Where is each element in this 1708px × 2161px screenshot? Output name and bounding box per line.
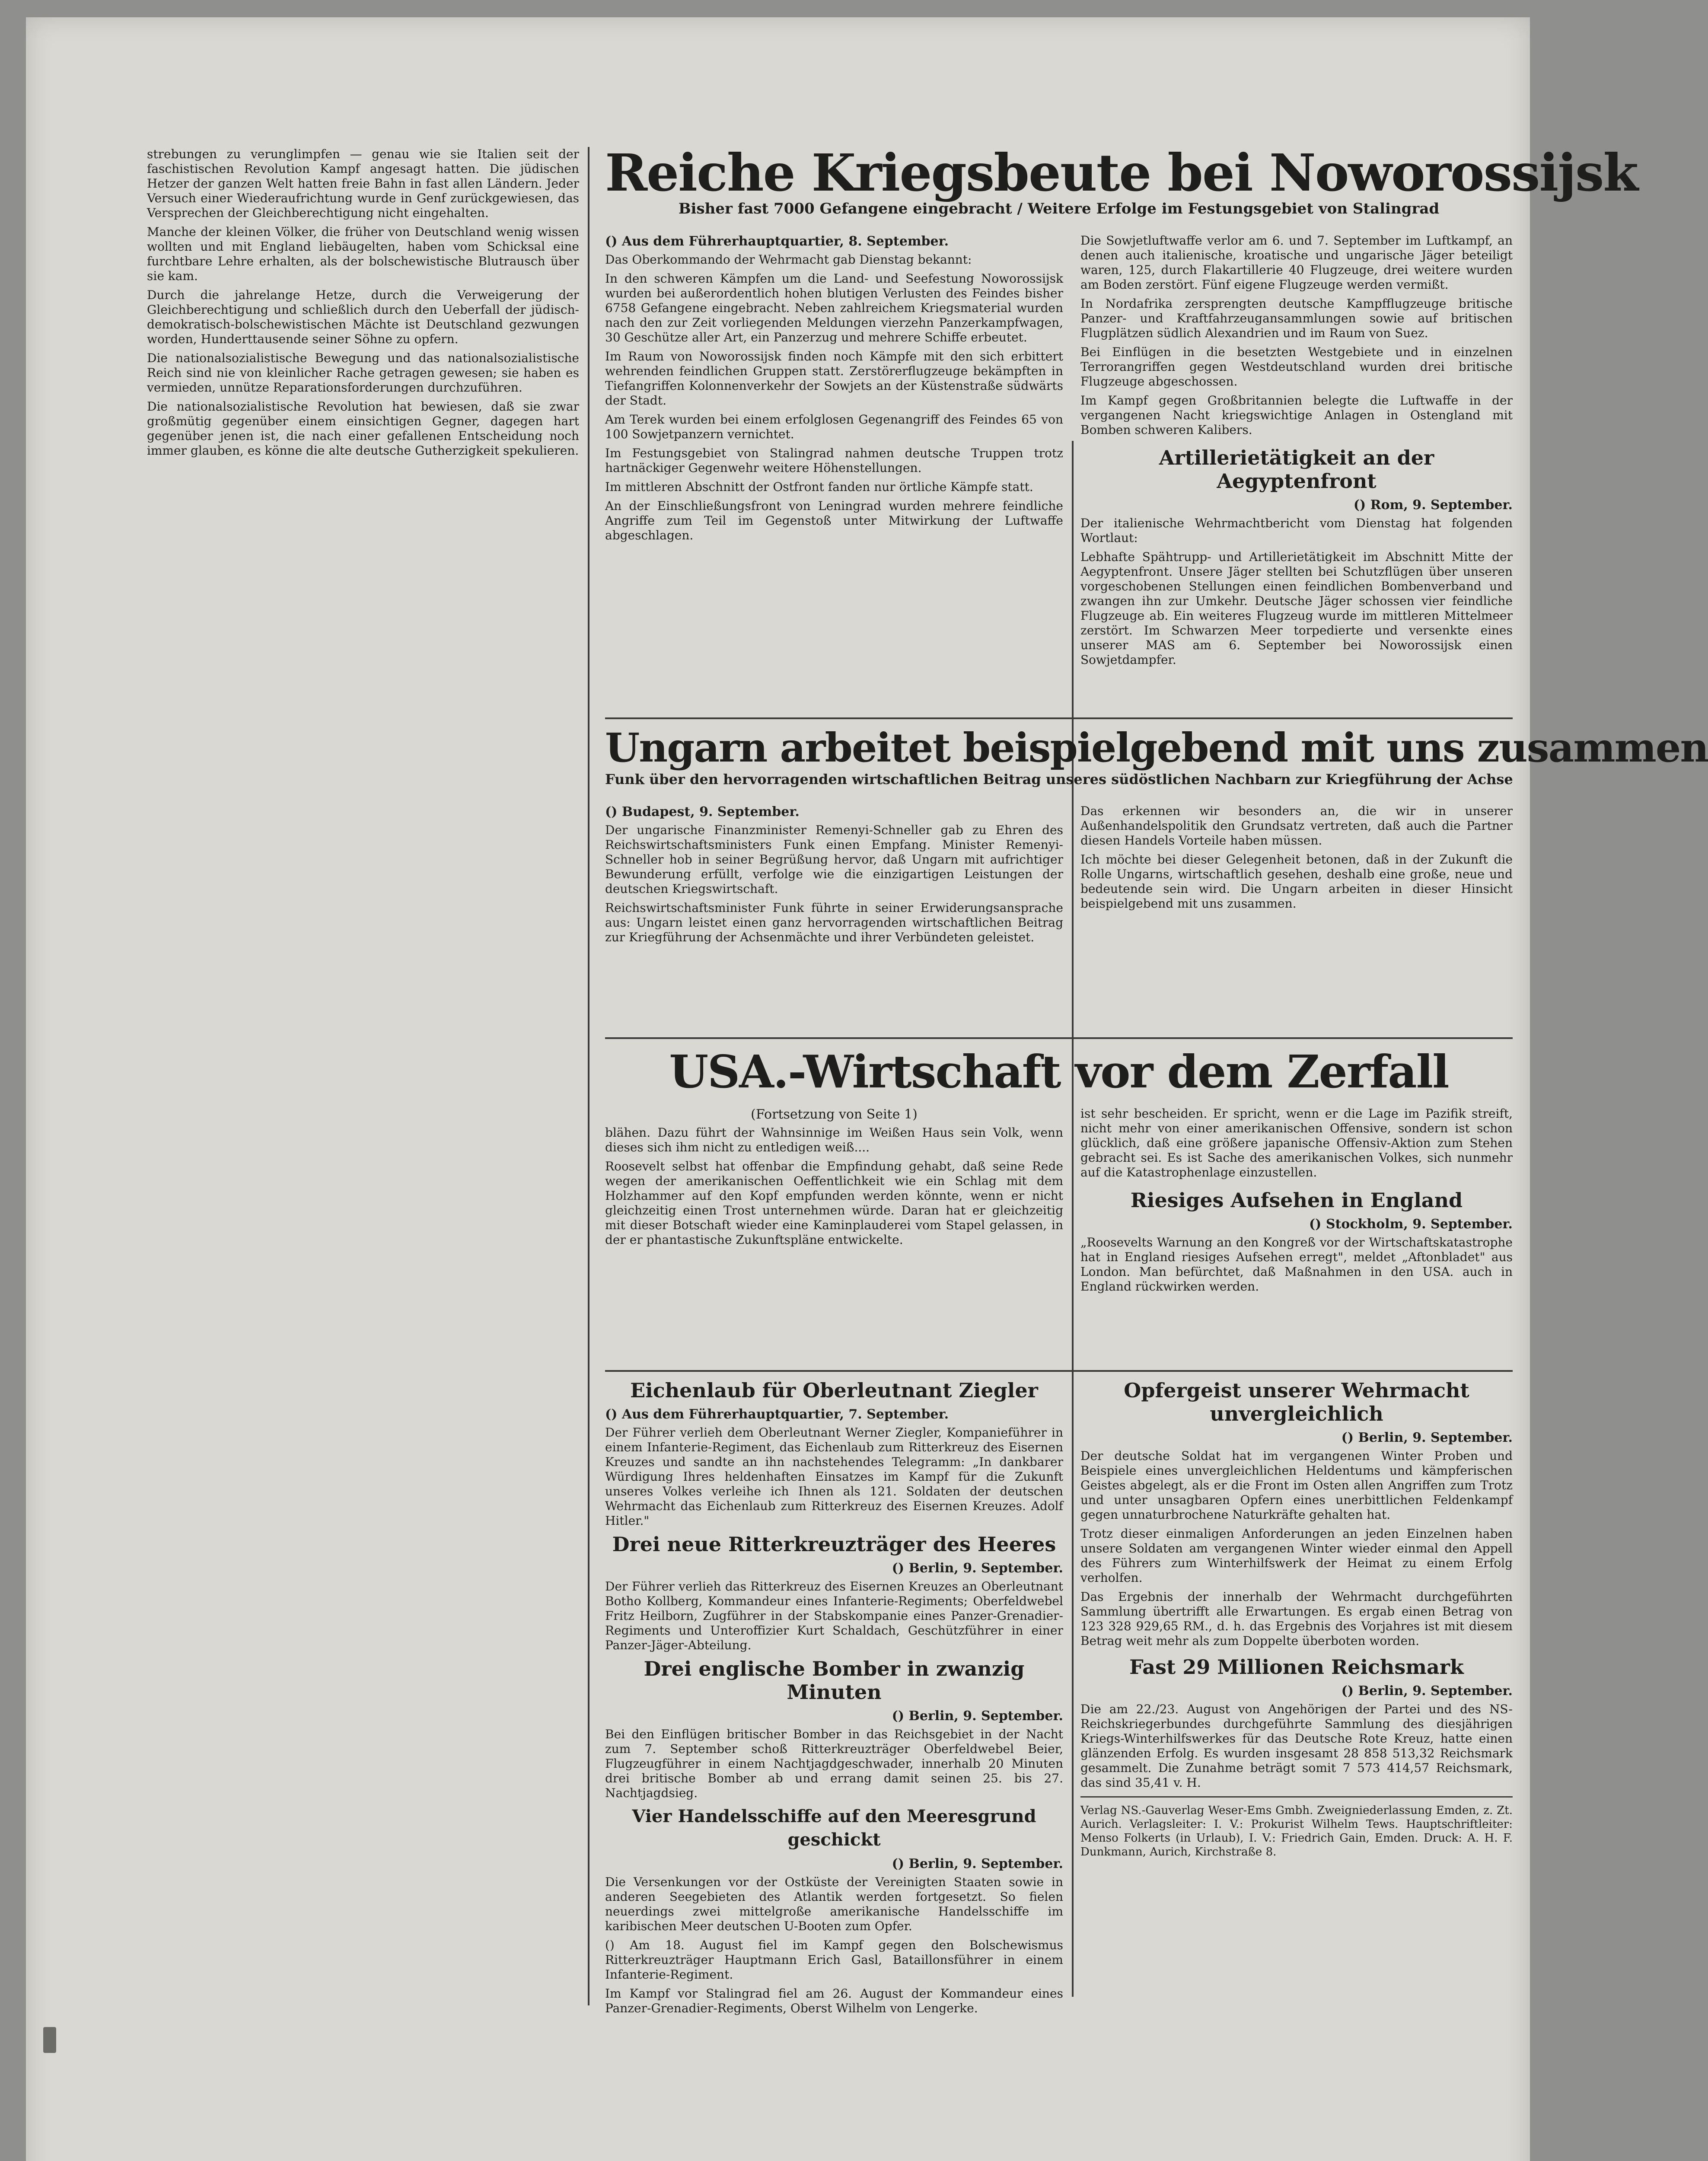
usa-right-paragraph: ist sehr bescheiden. Er spricht, wenn er die Lage im Pazifik streift, nicht mehr von einer amerikanischen Offensive, sondern ist schon glücklich, daß eine größere japanische Offensiv-Aktion zum Stehen gebracht sei. Es ist Sache des amerikanischen Volkes, sich nunmehr auf die Katastrophenlage einzustellen. [1080, 1106, 1513, 1179]
main-subheadline: Bisher fast 7000 Gefangene eingebracht / Weitere Erfolge im Festungsgebiet von Stalingrad [678, 200, 1440, 217]
main-paragraph: Am Terek wurden bei einem erfolglosen Gegenangriff des Feindes 65 von 100 Sowjetpanzern vernichtet. [605, 412, 1063, 441]
newspaper-page [26, 17, 1708, 2161]
main-right-paragraph: Im Kampf gegen Großbritannien belegte die Luftwaffe in der vergangenen Nacht kriegswichtige Anlagen in Ostengland mit Bomben schweren Kalibers. [1080, 393, 1513, 437]
main-paragraph: Im mittleren Abschnitt der Ostfront fanden nur örtliche Kämpfe statt. [605, 480, 1033, 494]
ships-dateline: () Berlin, 9. September. [892, 1856, 1063, 1871]
usa-article [605, 1046, 1513, 1098]
knights-paragraph: Der Führer verlieh das Ritterkreuz des Eisernen Kreuzes an Oberleutnant Botho Kollberg, Kommandeur eines Infanterie-Regiments; Oberfeldwebel Fritz Heilborn, Zugführer in der Stabskompanie eines Panzer-Grenadier-Regiments und Unteroffizier Kurt Schaldach, Geschützführer in einer Panzer-Jäger-Abteilung. [605, 1579, 1063, 1652]
sacrifice-paragraph: Trotz dieser einmaligen Anforderungen an jeden Einzelnen haben unsere Soldaten am vergangenen Winter wieder einmal den Appell des Führers zum Winterhilfswerk der Heimat zu einem Erfolg verholfen. [1080, 1527, 1513, 1585]
main-headline: Reiche Kriegsbeute bei Noworossijsk [605, 143, 1638, 203]
hungary-right-paragraph: Ich möchte bei dieser Gelegenheit betonen, daß in der Zukunft die Rolle Ungarns, wirtschaftlich gesehen, deshalb eine große, neue und bedeutende sein wird. Die Ungarn arbeiten in dieser Hinsicht beispielgebend mit uns zusammen. [1080, 852, 1513, 911]
lower-middle-column [605, 1379, 1063, 2020]
oak-dateline: () Aus dem Führerhauptquartier, 7. September. [605, 1407, 949, 1422]
ships-paragraph: Die Versenkungen vor der Ostküste der Vereinigten Staaten sowie in anderen Seegebieten des Atlantik werden fortgesetzt. So fielen neuerdings zwei mittelgroße amerikanische Handelsschiffe im karibischen Meer deutschen U-Booten zum Opfer. [605, 1875, 1063, 1933]
left-paragraph: Die nationalsozialistische Bewegung und das nationalsozialistische Reich sind nie von kleinlicher Rache getragen gewesen; sie haben es vermieden, unnütze Reparationsforderungen durchzuführen. [147, 351, 579, 395]
left-paragraph: Die nationalsozialistische Revolution hat bewiesen, daß sie zwar großmütig gegenüber einem einsichtigen Gegner, dagegen hart gegenüber jenen ist, die nach einer gefallenen Entscheidung noch immer glauben, es könne die alte deutsche Gutherzigkeit spekulieren. [147, 399, 579, 458]
section-rule [605, 717, 1513, 719]
oak-paragraph: Der Führer verlieh dem Oberleutnant Werner Ziegler, Kompanieführer in einem Infanterie-Regiment, das Eichenlaub zum Ritterkreuz des Eisernen Kreuzes und sandte an ihn nachstehendes Telegramm: „In dankbarer Würdigung Ihres heldenhaften Einsatzes im Kampf für die Zukunft unseres Volkes verleihe ich Ihnen als 121. Soldaten der deutschen Wehrmacht das Eichenlaub zum Ritterkreuz des Eisernen Kreuzes. Adolf Hitler." [605, 1425, 1063, 1528]
hungary-headline: Ungarn arbeitet beispielgebend mit uns zusammen [605, 724, 1708, 771]
sacrifice-headline: Opfergeist unserer Wehrmacht unvergleichlich [1124, 1379, 1469, 1425]
ships-paragraph: Im Kampf vor Stalingrad fiel am 26. August der Kommandeur eines Panzer-Grenadier-Regiments, Oberst Wilhelm von Lengerke. [605, 1986, 1063, 2015]
sacrifice-dateline: () Berlin, 9. September. [1341, 1430, 1513, 1445]
bombers-paragraph: Bei den Einflügen britischer Bomber in das Reichsgebiet in der Nacht zum 7. September schoß Ritterkreuzträger Oberfeldwebel Beier, Flugzeugführer in einem Nachtjagdgeschwader, innerhalb 20 Minuten drei britische Bomber ab und errang damit seinen 25. bis 27. Nachtjagdsieg. [605, 1727, 1063, 1800]
hungary-article [605, 724, 1708, 795]
hungary-dateline: () Budapest, 9. September. [605, 804, 800, 819]
artillery-headline: Artillerietätigkeit an der Aegyptenfront [1159, 446, 1434, 493]
hungary-body [605, 804, 1063, 949]
hungary-paragraph: Reichswirtschaftsminister Funk führte in seiner Erwiderungsansprache aus: Ungarn leistet einen ganz hervorragenden wirtschaftlichen Beitrag zur Kriegführung der Achsenmächte und ihrer Verbündeten geleistet. [605, 901, 1063, 944]
imprint: Verlag NS.-Gauverlag Weser-Ems Gmbh. Zweigniederlassung Emden, z. Zt. Aurich. Verlagsleiter: I. V.: Prokurist Wilhelm Tews. Hauptschriftleiter: Menso Folkerts (in Urlaub), I. V.: Friedrich Gain, Emden. Druck: A. H. F. Dunkmann, Aurich, Kirchstraße 8. [1080, 1804, 1513, 1858]
binding-mark [43, 2027, 56, 2053]
usa-paragraph: blähen. Dazu führt der Wahnsinnige im Weißen Haus sein Volk, wenn dieses sich ihm nicht zu entledigen weiß.... [605, 1125, 1063, 1154]
column-rule-left [588, 147, 590, 2005]
knights-dateline: () Berlin, 9. September. [892, 1561, 1063, 1576]
usa-body [605, 1106, 1063, 1252]
main-dateline: () Aus dem Führerhauptquartier, 8. September. [605, 234, 949, 249]
ships-headline: Vier Handelsschiffe auf den Meeresgrund geschickt [632, 1806, 1036, 1850]
usa-headline: USA.-Wirtschaft vor dem Zerfall [669, 1045, 1449, 1098]
millions-paragraph: Die am 22./23. August von Angehörigen der Partei und des NS-Reichskriegerbundes durchgeführte Sammlung des diesjährigen Kriegs-Winterhilfswerkes für das Deutsche Rote Kreuz, hatte einen glänzenden Erfolg. Es wurden insgesamt 28 858 513,32 Reichsmark gesammelt. Die Zunahme beträgt somit 7 573 414,57 Reichsmark, das sind 35,41 v. H. [1080, 1702, 1513, 1790]
main-paragraph: Das Oberkommando der Wehrmacht gab Dienstag bekannt: [605, 252, 972, 267]
main-right-paragraph: Bei Einflügen in die besetzten Westgebiete und in einzelnen Terrorangriffen gegen Westdeutschland wurden drei britische Flugzeuge abgeschossen. [1080, 345, 1513, 389]
main-paragraph: In den schweren Kämpfen um die Land- und Seefestung Noworossijsk wurden bei außerordentlich hohen blutigen Verlusten des Feindes bisher 6758 Gefangene eingebracht. Neben zahlreichem Kriegsmaterial wurden nach den zur Zeit vorliegenden Meldungen vierzehn Panzerkampfwagen, 30 Geschütze aller Art, ein Panzerzug und mehrere Schiffe erbeutet. [605, 271, 1063, 344]
usa-body-right [1080, 1106, 1513, 1298]
england-headline: Riesiges Aufsehen in England [1130, 1189, 1463, 1212]
lower-right-column [1080, 1379, 1513, 1863]
ships-paragraph: () Am 18. August fiel im Kampf gegen den Bolschewismus Ritterkreuzträger Hauptmann Erich Gasl, Bataillonsführer in einem Infanterie-Regiment. [605, 1938, 1063, 1982]
column-rule-right [1072, 441, 1074, 1997]
sacrifice-paragraph: Das Ergebnis der innerhalb der Wehrmacht durchgeführten Sammlung übertrifft alle Erwartungen. Es ergab einen Betrag von 123 328 929,65 RM., d. h. das Ergebnis des Vorjahres ist mit diesem Betrag weit mehr als zum Doppelte überboten worden. [1080, 1590, 1513, 1648]
left-column [147, 147, 579, 462]
main-article-body [605, 233, 1063, 547]
hungary-right-paragraph: Das erkennen wir besonders an, die wir in unserer Außenhandelspolitik den Grundsatz vertreten, daß auch die Partner diesen Handels Vorteile haben müssen. [1080, 804, 1513, 848]
england-dateline: () Stockholm, 9. September. [1309, 1217, 1513, 1232]
hungary-paragraph: Der ungarische Finanzminister Remenyi-Schneller gab zu Ehren des Reichswirtschaftsministers Funk einen Empfang. Minister Remenyi-Schneller hob in seiner Begrüßung hervor, daß Ungarn mit aufrichtiger Bewunderung erfüllt, verfolge wie die einzigartigen Leistungen der deutschen Kriegswirtschaft. [605, 823, 1063, 896]
section-rule [605, 1037, 1513, 1039]
main-paragraph: Im Festungsgebiet von Stalingrad nahmen deutsche Truppen trotz hartnäckiger Gegenwehr weitere Höhenstellungen. [605, 446, 1063, 475]
main-article-right [1080, 233, 1513, 672]
artillery-paragraph: Der italienische Wehrmachtbericht vom Dienstag hat folgenden Wortlaut: [1080, 516, 1513, 545]
main-article [605, 143, 1638, 225]
usa-paragraph: Roosevelt selbst hat offenbar die Empfindung gehabt, daß seine Rede wegen der amerikanischen Oeffentlichkeit wie ein Schlag mit dem Holzhammer auf den Kopf empfunden werden könnte, wenn er nicht gleichzeitig einen Trost unternehmen würde. Daran hat er gleichzeitig mit dieser Botschaft wieder eine Kaminplauderei vom Stapel gelassen, in der er phantastische Zukunftspläne entwickelte. [605, 1159, 1063, 1247]
millions-headline: Fast 29 Millionen Reichsmark [1129, 1655, 1464, 1679]
sacrifice-paragraph: Der deutsche Soldat hat im vergangenen Winter Proben und Beispiele eines unvergleichlichen Heldentums und kämpferischen Geistes abgelegt, als er die Front im Osten allen Angriffen zum Trotz und unter unsagbaren Opfern eines unerbittlichen Feldenkampf gegen unnaturbrochene Naturkräfte gehalten hat. [1080, 1449, 1513, 1522]
main-paragraph: Im Raum von Noworossijsk finden noch Kämpfe mit den sich erbittert wehrenden feindlichen Gruppen statt. Zerstörerflugzeuge bekämpften in Tiefangriffen Kolonnenverkehr der Sowjets an der Küstenstraße südwärts der Stadt. [605, 349, 1063, 408]
hungary-subheadline: Funk über den hervorragenden wirtschaftlichen Beitrag unseres südöstlichen Nachbarn zur Kriegführung der Achse [605, 771, 1513, 787]
millions-dateline: () Berlin, 9. September. [1341, 1683, 1513, 1699]
knights-headline: Drei neue Ritterkreuzträger des Heeres [612, 1533, 1056, 1556]
left-paragraph: Manche der kleinen Völker, die früher von Deutschland wenig wissen wollten und mit England liebäugelten, haben vom Schicksal eine furchtbare Lehre erhalten, als der bolschewistische Blutrausch über sie kam. [147, 225, 579, 283]
main-paragraph: An der Einschließungsfront von Leningrad wurden mehrere feindliche Angriffe zum Teil im Gegenstoß unter Mitwirkung der Luftwaffe abgeschlagen. [605, 499, 1063, 542]
main-right-paragraph: In Nordafrika zersprengten deutsche Kampfflugzeuge britische Panzer- und Kraftfahrzeugansammlungen sowie auf britischen Flugplätzen südlich Alexandrien und im Raum von Suez. [1080, 296, 1513, 340]
oak-headline: Eichenlaub für Oberleutnant Ziegler [630, 1379, 1038, 1402]
bombers-dateline: () Berlin, 9. September. [892, 1708, 1063, 1724]
artillery-dateline: () Rom, 9. September. [1353, 497, 1513, 513]
usa-continued: (Fortsetzung von Seite 1) [751, 1107, 918, 1122]
england-paragraph: „Roosevelts Warnung an den Kongreß vor der Wirtschaftskatastrophe hat in England riesiges Aufsehen erregt", meldet „Aftonbladet" aus London. Man befürchtet, daß Maßnahmen in den USA. auch in England rückwirken werden. [1080, 1235, 1513, 1294]
section-rule [605, 1370, 1513, 1372]
left-paragraph: strebungen zu verunglimpfen — genau wie sie Italien seit der faschistischen Revolution Kampf angesagt hatten. Die jüdischen Hetzer der ganzen Welt hatten freie Bahn in fast allen Ländern. Jeder Versuch einer Wiederaufrichtung wurde in Genf zurückgewiesen, das Versprechen der Gleichberechtigung nicht eingehalten. [147, 147, 579, 220]
artillery-paragraph: Lebhafte Spähtrupp- und Artillerietätigkeit im Abschnitt Mitte der Aegyptenfront. Unsere Jäger stellten bei Schutzflügen über unseren vorgeschobenen Stellungen einen feindlichen Bombenverband und zwangen ihn zur Umkehr. Deutsche Jäger schossen vier feindliche Flugzeuge ab. Ein weiteres Flugzeug wurde im mittleren Mittelmeer zerstört. Im Schwarzen Meer torpedierte und versenkte eines unserer MAS am 6. September bei Noworossijsk einen Sowjetdampfer. [1080, 550, 1513, 667]
imprint-rule [1080, 1796, 1513, 1798]
bombers-headline: Drei englische Bomber in zwanzig Minuten [644, 1657, 1025, 1704]
left-paragraph: Durch die jahrelange Hetze, durch die Verweigerung der Gleichberechtigung und schließlich durch den Ueberfall der jüdisch-demokratisch-bolschewistischen Mächte ist Deutschland gezwungen worden, Hunderttausende seiner Söhne zu opfern. [147, 288, 579, 346]
main-right-paragraph: Die Sowjetluftwaffe verlor am 6. und 7. September im Luftkampf, an denen auch italienische, kroatische und ungarische Jäger beteiligt waren, 125, durch Flakartillerie 40 Flugzeuge, drei weitere wurden am Boden zerstört. Fünf eigene Flugzeuge werden vermißt. [1080, 233, 1513, 292]
hungary-body-right [1080, 804, 1513, 915]
